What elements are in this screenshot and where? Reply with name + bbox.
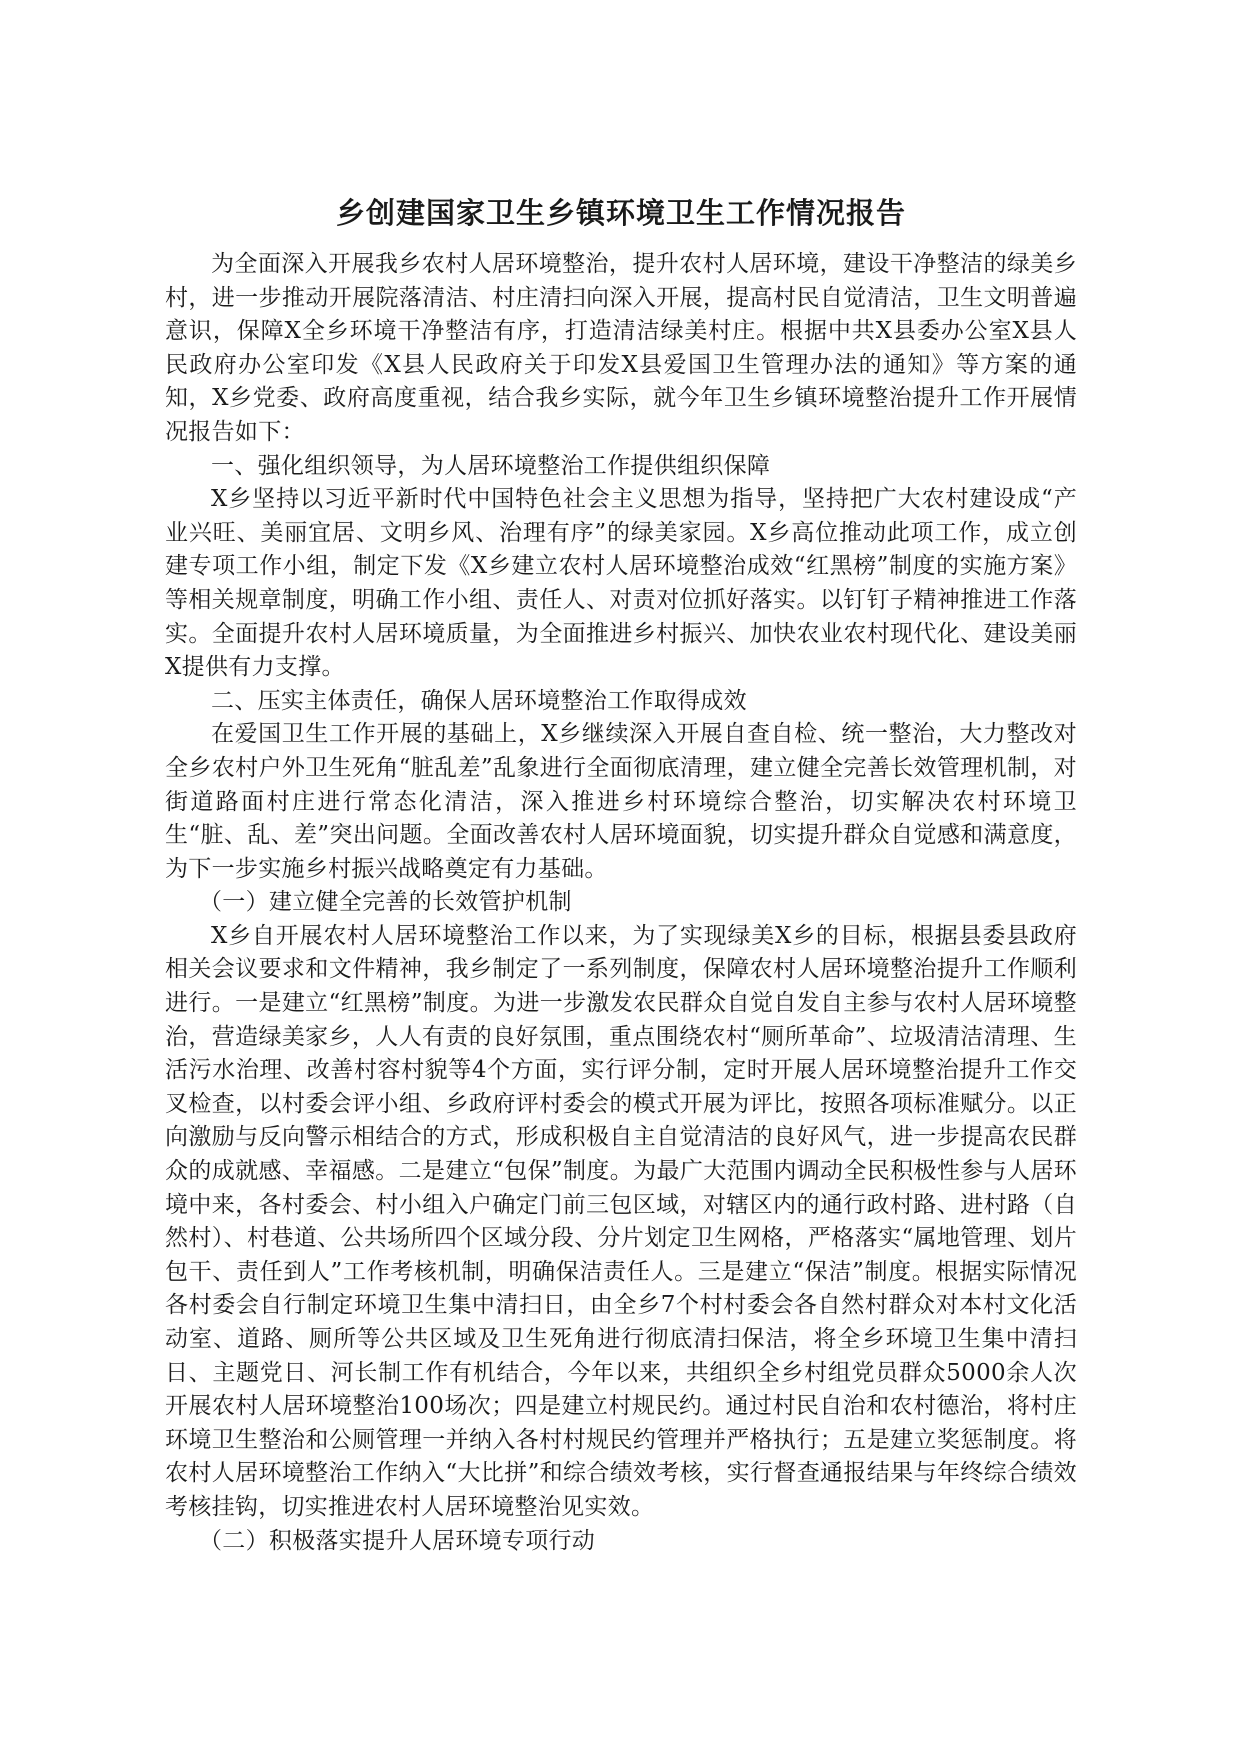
subsection-1-heading: （一）建立健全完善的长效管护机制	[199, 889, 572, 916]
intro-paragraph: 为全面深入开展我乡农村人居环境整治，提升农村人居环境，建设干净整洁的绿美乡村，进一步推动开展院落清洁、村庄清扫向深入开展，提高村民自觉清洁，卫生文明普遍意识，保障X全乡环境干净整洁有序，打造清洁绿美村庄。根据中共X县委办公室X县人民政府办公室印发《X县人民政府关于印发X县爱国卫生管理办法的通知》等方案的通知，X乡党委、政府高度重视，结合我乡实际，就今年卫生乡镇环境整治提升工作开展情况报告如下：	[165, 251, 1077, 445]
subsection-1-body: X乡自开展农村人居环境整治工作以来，为了实现绿美X乡的目标，根据县委县政府相关会议要求和文件精神，我乡制定了一系列制度，保障农村人居环境整治提升工作顺利进行。一是建立“红黑榜”制度。为进一步激发农民群众自觉自发自主参与农村人居环境整治，营造绿美家乡，人人有责的良好氛围，重点围绕农村“厕所革命”、垃圾清洁清理、生活污水治理、改善村容村貌等4个方面，实行评分制，定时开展人居环境整治提升工作交叉检查，以村委会评小组、乡政府评村委会的模式开展为评比，按照各项标准赋分。以正向激励与反向警示相结合的方式，形成积极自主自觉清洁的良好风气，进一步提高农民群众的成就感、幸福感。二是建立“包保”制度。为最广大范围内调动全民积极性参与人居环境中来，各村委会、村小组入户确定门前三包区域，对辖区内的通行政村路、进村路（自然村）、村巷道、公共场所四个区域分段、分片划定卫生网格，严格落实“属地管理、划片包干、责任到人”工作考核机制，明确保洁责任人。三是建立“保洁”制度。根据实际情况各村委会自行制定环境卫生集中清扫日，由全乡7个村村委会各自然村群众对本村文化活动室、道路、厕所等公共区域及卫生死角进行彻底清扫保洁，将全乡环境卫生集中清扫日、主题党日、河长制工作有机结合，今年以来，共组织全乡村组党员群众5000余人次开展农村人居环境整治100场次；四是建立村规民约。通过村民自治和农村德治，将村庄环境卫生整治和公厕管理一并纳入各村村规民约管理并严格执行；五是建立奖惩制度。将农村人居环境整治工作纳入“大比拼”和综合绩效考核，实行督查通报结果与年终综合绩效考核挂钩，切实推进农村人居环境整治见实效。	[165, 922, 1077, 1520]
section-2-heading: 二、压实主体责任，确保人居环境整治工作取得成效	[211, 687, 747, 714]
section-1-heading: 一、强化组织领导，为人居环境整治工作提供组织保障	[211, 452, 771, 479]
section-1-body: X乡坚持以习近平新时代中国特色社会主义思想为指导，坚持把广大农村建设成“产业兴旺、美丽宜居、文明乡风、治理有序”的绿美家园。X乡高位推动此项工作，成立创建专项工作小组，制定下发《X乡建立农村人居环境整治成效“红黑榜”制度的实施方案》等相关规章制度，明确工作小组、责任人、对责对位抓好落实。以钉钉子精神推进工作落实。全面提升农村人居环境质量，为全面推进乡村振兴、加快农业农村现代化、建设美丽X提供有力支撑。	[165, 486, 1077, 681]
subsection-2-heading: （二）积极落实提升人居环境专项行动	[199, 1527, 596, 1554]
section-2-body: 在爱国卫生工作开展的基础上，X乡继续深入开展自查自检、统一整治，大力整改对全乡农村户外卫生死角“脏乱差”乱象进行全面彻底清理，建立健全完善长效管理机制，对街道路面村庄进行常态化清洁，深入推进乡村环境综合整治，切实解决农村环境卫生“脏、乱、差”突出问题。全面改善农村人居环境面貌，切实提升群众自觉感和满意度，为下一步实施乡村振兴战略奠定有力基础。	[165, 721, 1077, 882]
document-title: 乡创建国家卫生乡镇环境卫生工作情况报告	[335, 196, 906, 230]
